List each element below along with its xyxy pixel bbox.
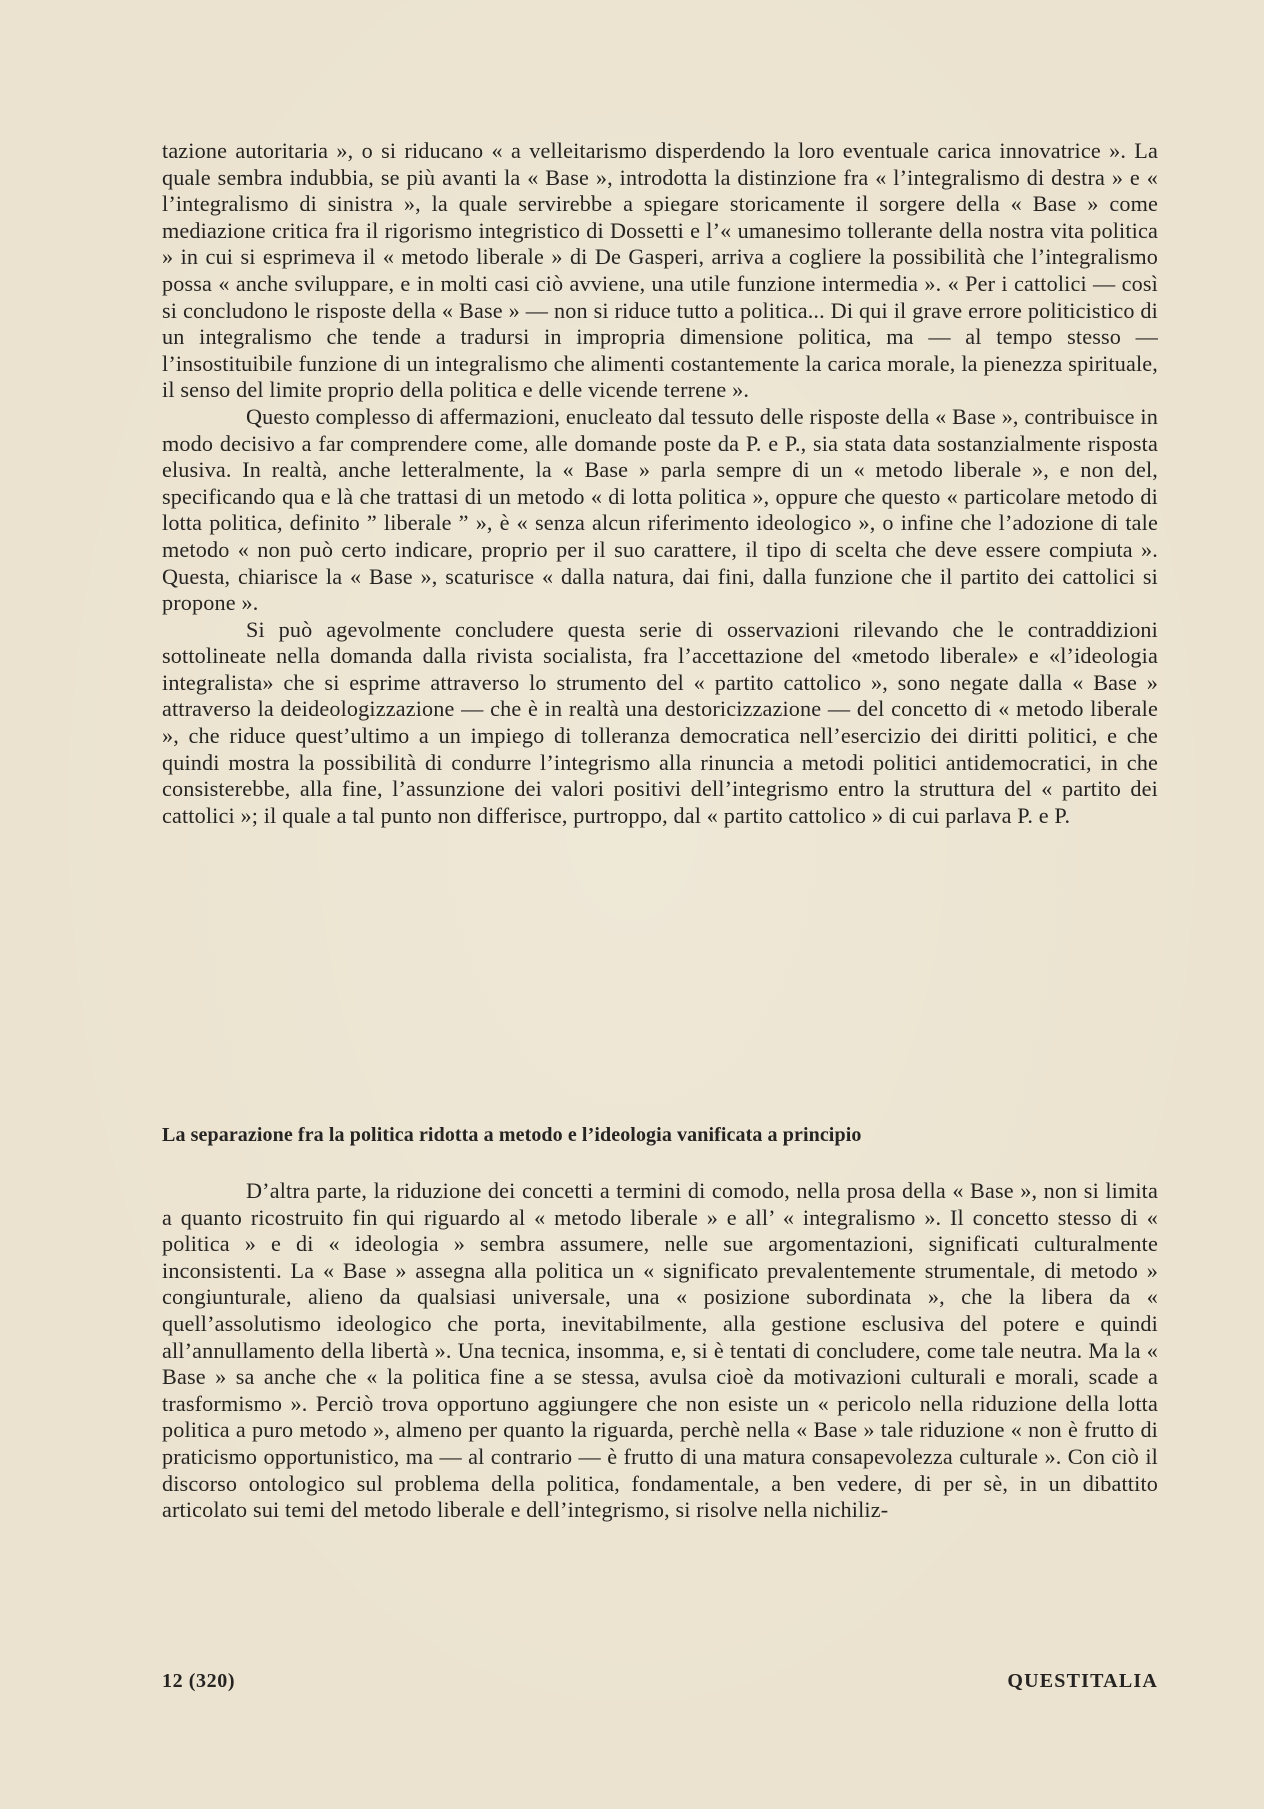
section-heading: La separazione fra la politica ridotta a metodo e l’ideologia vanificata a principio <box>162 1124 862 1146</box>
paragraph: D’altra parte, la riduzione dei concetti a termini di comodo, nella prosa della « Base », non si limita a quanto ricostruito fin qui riguardo al « metodo liberale » e all’ « integralismo ». Il concetto stesso di « politica » e di « ideologia » sembra assumere, nelle sue argomentazioni, significati culturalmente inconsistenti. La « Base » assegna alla politica un « significato prevalentemente strumentale, di metodo » congiunturale, alieno da qualsiasi universale, una « posizione subordinata », che la libera da « quell’assolutismo ideologico che porta, inevitabilmente, alla gestione esclusiva del potere e quindi all’annullamento della libertà ». Una tecnica, insomma, e, si è tentati di concludere, come tale neutra. Ma la « Base » sa anche che « la politica fine a se stessa, avulsa cioè da motivazioni culturali e morali, scade a trasformismo ». Perciò trova opportuno aggiungere che non esiste un « pericolo nella riduzione della lotta politica a puro metodo », almeno per quanto la riguarda, perchè nella « Base » tale riduzione « non è frutto di praticismo opportunistico, ma — al contrario — è frutto di una matura consapevolezza culturale ». Con ciò il discorso ontologico sul problema della politica, fondamentale, a ben vedere, di per sè, in un dibattito articolato sui temi del metodo liberale e dell’integrismo, si risolve nella nichiliz- <box>162 1178 1158 1523</box>
paragraph: Questo complesso di affermazioni, enucleato dal tessuto delle risposte della « Base », contribuisce in modo decisivo a far comprendere come, alle domande poste da P. e P., sia stata data sostanzialmente risposta elusiva. In realtà, anche letteralmente, la « Base » parla sempre di un « metodo liberale », e non del, specificando qua e là che trattasi di un metodo « di lotta politica », oppure che questo « particolare metodo di lotta politica, definito ” liberale ” », è « senza alcun riferimento ideologico », o infine che l’adozione di tale metodo « non può certo indicare, proprio per il suo carattere, il tipo di scelta che deve essere compiuta ». Questa, chiarisce la « Base », scaturisce « dalla natura, dai fini, dalla funzione che il partito dei cattolici si propone ». <box>162 403 1158 616</box>
paragraph: tazione autoritaria », o si riducano « a velleitarismo disperdendo la loro eventuale carica innovatrice ». La quale sembra indubbia, se più avanti la « Base », introdotta la distinzione fra « l’integralismo di destra » e « l’integralismo di sinistra », la quale servirebbe a spiegare storicamente il sorgere della « Base » come mediazione critica fra il rigorismo integristico di Dossetti e l’« umanesimo tollerante della nostra vita politica » in cui si esprimeva il « metodo liberale » di De Gasperi, arriva a cogliere la possibilità che l’integralismo possa « anche sviluppare, e in molti casi ciò avviene, una utile funzione intermedia ». « Per i cattolici — così si concludono le risposte della « Base » — non si riduce tutto a politica... Di qui il grave errore politicistico di un integralismo che tende a tradursi in impropria dimensione politica, ma — al tempo stesso — l’insostituibile funzione di un integralismo che alimenti costantemente la carica morale, la pienezza spirituale, il senso del limite proprio della politica e delle vicende terrene ». <box>162 138 1158 403</box>
journal-name: QUESTITALIA <box>1007 1670 1158 1692</box>
page-number: 12 (320) <box>162 1670 236 1692</box>
paragraph: Si può agevolmente concludere questa serie di osservazioni rilevando che le contraddizioni sottolineate nella domanda dalla rivista socialista, fra l’accettazione del «metodo liberale» e «l’ideologia integralista» che si esprime attraverso lo strumento del « partito cattolico », sono negate dalla « Base » attraverso la deideologizzazione — che è in realtà una destoricizzazione — del concetto di « metodo liberale », che riduce quest’ultimo a un impiego di tolleranza democratica nell’esercizio dei diritti politici, e che quindi mostra la possibilità di condurre l’integrismo alla rinuncia a metodi politici antidemocratici, in che consisterebbe, alla fine, l’assunzione dei valori positivi dell’integrismo entro la struttura del « partito dei cattolici »; il quale a tal punto non differisce, purtroppo, dal « partito cattolico » di cui parlava P. e P. <box>162 616 1158 828</box>
text-block-top <box>162 138 1158 829</box>
text-block-bottom <box>162 1178 1158 1524</box>
